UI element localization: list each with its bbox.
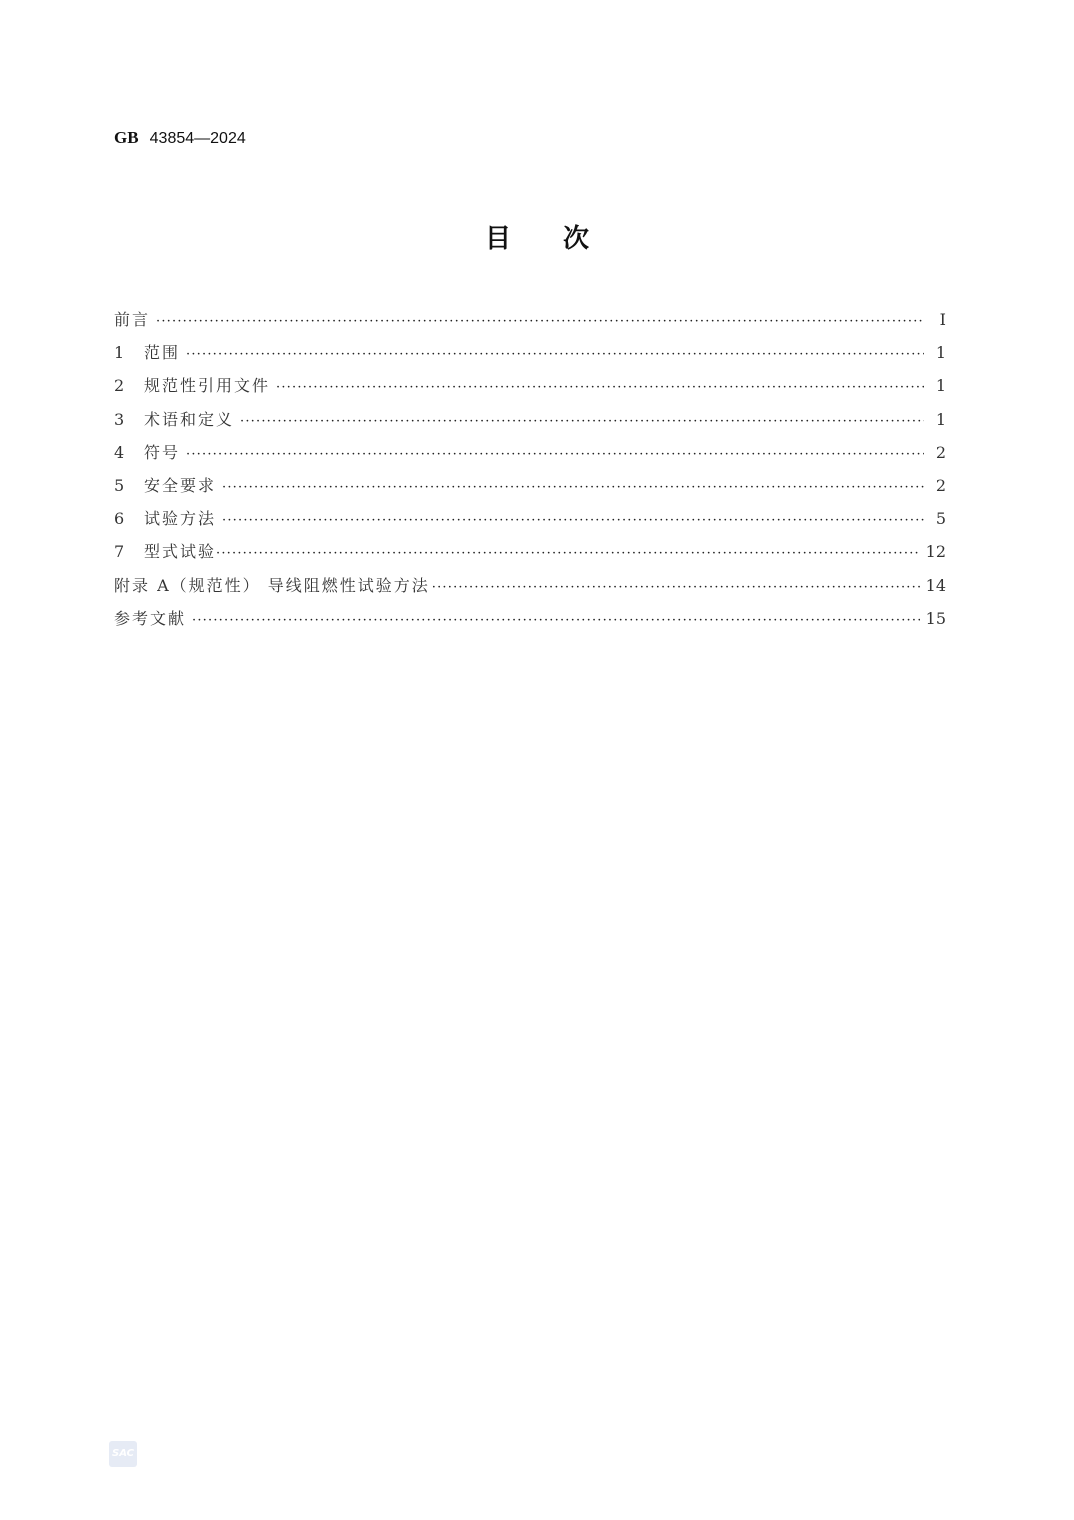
toc-entry-label: 3 术语和定义 [114, 409, 235, 429]
toc-entry-foreword[interactable] [114, 307, 946, 340]
toc-entry-label: 4 符号 [114, 442, 181, 462]
toc-page-number: 1 [935, 343, 946, 363]
toc-entry-label: 2 规范性引用文件 [114, 376, 271, 396]
toc-entry-terms[interactable] [114, 407, 946, 440]
leader-dots [222, 480, 924, 495]
toc-entry-type-tests[interactable] [114, 539, 946, 572]
toc-entry-scope[interactable] [114, 340, 946, 373]
leader-dots [186, 347, 924, 362]
leader-dots [240, 414, 924, 429]
toc-entry-bibliography[interactable] [114, 606, 946, 639]
toc-page-number: I [939, 310, 946, 329]
toc-page-number: 12 [925, 542, 946, 562]
toc-entry-safety-requirements[interactable] [114, 473, 946, 506]
leader-dots [156, 314, 924, 329]
toc-entry-annex-a[interactable] [114, 573, 946, 606]
toc-page-number: 1 [935, 376, 946, 396]
leader-dots [186, 447, 924, 462]
toc-page-number: 5 [935, 509, 946, 529]
toc-entry-label: 前言 [114, 310, 151, 329]
toc-entry-label: 6 试验方法 [114, 509, 217, 529]
toc-page-number: 14 [925, 575, 946, 595]
toc-entry-symbols[interactable] [114, 440, 946, 473]
toc-entry-label: 5 安全要求 [114, 475, 217, 495]
toc-entry-test-methods[interactable] [114, 506, 946, 539]
standard-prefix: GB [114, 128, 139, 147]
leader-dots [222, 513, 924, 528]
leader-dots [432, 580, 920, 595]
sac-logo-icon: SAC [109, 1441, 137, 1467]
leader-dots [276, 380, 924, 395]
leader-dots [192, 613, 920, 628]
toc-entry-label: 附录 A（规范性） 导线阻燃性试验方法 [114, 575, 430, 595]
standard-code [114, 128, 246, 148]
standard-number: 43854—2024 [149, 130, 246, 147]
toc-page-number: 2 [935, 475, 946, 495]
toc-page-number: 1 [935, 409, 946, 429]
page-title: 目次 [484, 224, 641, 254]
toc-entry-label: 参考文献 [114, 608, 187, 628]
toc-entry-label: 1 范围 [114, 343, 181, 363]
toc-page-number: 15 [925, 608, 946, 628]
table-of-contents [114, 307, 946, 639]
toc-entry-normative-references[interactable] [114, 373, 946, 406]
toc-page-number: 2 [935, 442, 946, 462]
leader-dots [216, 546, 920, 561]
toc-entry-label: 7 型式试验 [114, 542, 217, 562]
